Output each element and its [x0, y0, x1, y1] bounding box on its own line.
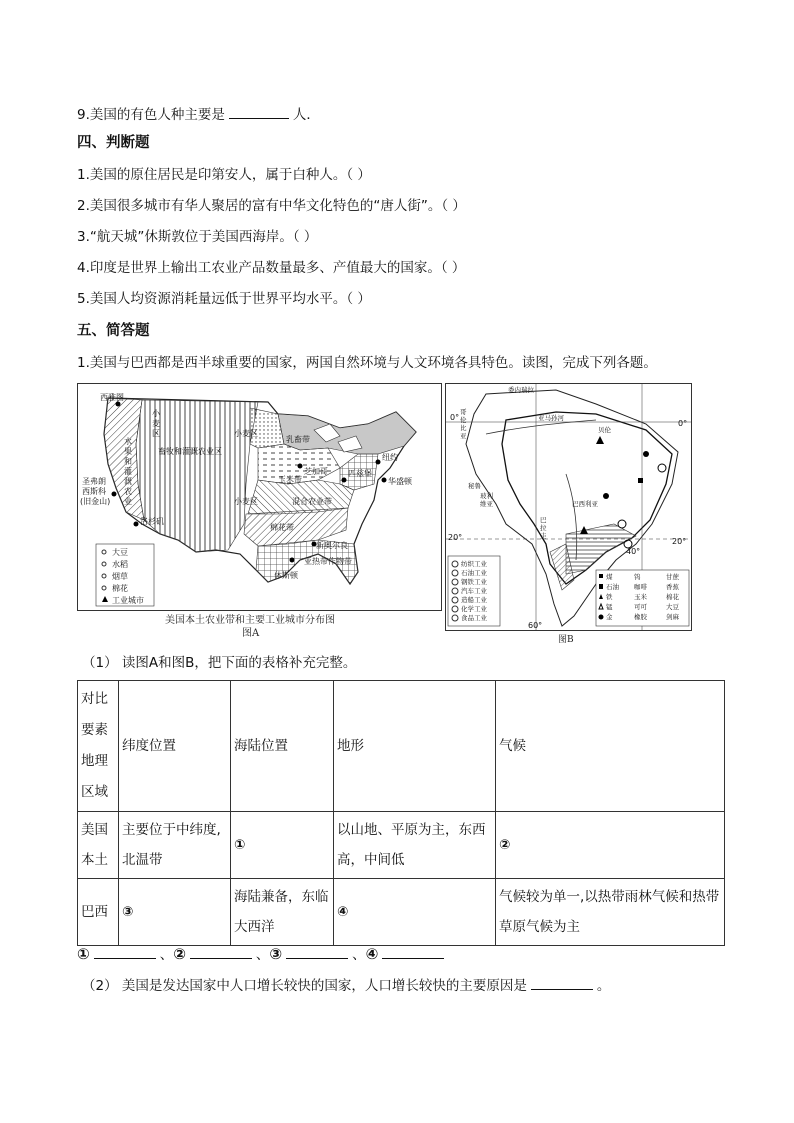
- table-row: [78, 879, 725, 946]
- label-pittsburgh: 匹兹堡: [348, 469, 372, 478]
- label-seattle: 西雅图: [100, 393, 124, 402]
- label-dairy: 乳畜带: [286, 435, 310, 444]
- section-4-title: 四、判断题: [77, 135, 150, 151]
- label-chicago: 芝加哥: [304, 467, 328, 476]
- svg-text:圭: 圭: [540, 532, 547, 540]
- region-brazil: 巴西: [78, 879, 119, 946]
- answer-blanks: ① 、② 、③ 、④: [77, 944, 448, 964]
- svg-text:煤: 煤: [606, 573, 613, 581]
- svg-text:纺织工业: 纺织工业: [461, 560, 487, 568]
- label-new-york: 纽约: [382, 453, 398, 462]
- map-a-caption: 美国本土农业带和主要工业城市分布图: [165, 615, 335, 626]
- label-cotton: 棉花带: [270, 523, 294, 532]
- label-washington: 华盛顿: [388, 477, 412, 486]
- judge-item-3: 3.“航天城”休斯敦位于美国西海岸。（ ）: [77, 229, 318, 245]
- answer-blank[interactable]: [229, 104, 289, 119]
- q9-suffix: 人．: [292, 107, 320, 123]
- svg-text:烟草: 烟草: [112, 572, 128, 581]
- svg-text:和: 和: [124, 457, 132, 466]
- brazil-map-graphic: [446, 384, 691, 630]
- table-cell: 主要位于中纬度,北温带: [119, 812, 231, 879]
- svg-text:金: 金: [606, 613, 613, 621]
- label-corn: 玉米带: [278, 475, 302, 484]
- label-amazon: 亚马孙河: [538, 414, 564, 422]
- svg-text:委内瑞拉: 委内瑞拉: [508, 386, 534, 394]
- svg-text:石油: 石油: [606, 583, 619, 591]
- label-houston: 休斯顿: [274, 571, 298, 580]
- svg-text:亚: 亚: [460, 432, 467, 440]
- label-mixed: 混合农业带: [292, 497, 332, 506]
- label-brasilia: 巴西利亚: [572, 500, 598, 508]
- svg-text:麦: 麦: [152, 419, 160, 428]
- svg-text:棉花: 棉花: [666, 593, 679, 601]
- q9-text: 9.美国的有色人种主要是: [77, 107, 225, 123]
- answer-blank-2[interactable]: [190, 944, 252, 959]
- section-5-title: 五、简答题: [77, 323, 150, 339]
- svg-text:果: 果: [124, 447, 132, 456]
- label-los-angeles: 洛杉矶: [140, 517, 164, 526]
- svg-text:香蕉: 香蕉: [666, 583, 679, 591]
- map-b-label: 图B: [558, 635, 574, 645]
- svg-text:区: 区: [152, 429, 160, 438]
- svg-text:西斯科: 西斯科: [82, 487, 106, 496]
- svg-text:水稻: 水稻: [112, 560, 128, 569]
- label-new-orleans: 新奥尔良: [316, 541, 348, 550]
- svg-text:巴: 巴: [540, 516, 547, 524]
- answer-cell-1[interactable]: ①: [231, 812, 334, 879]
- svg-text:农: 农: [124, 487, 132, 496]
- answer-cell-4[interactable]: ④: [334, 879, 496, 946]
- judge-item-2: 2.美国很多城市有华人聚居的富有中华文化特色的“唐人街”。（ ）: [77, 198, 466, 214]
- svg-text:玻利: 玻利: [480, 492, 493, 500]
- svg-text:可可: 可可: [634, 603, 647, 611]
- svg-text:秘鲁: 秘鲁: [468, 482, 481, 490]
- svg-text:(旧金山): (旧金山): [80, 497, 111, 506]
- answer-blank-3[interactable]: [286, 944, 348, 959]
- svg-text:大豆: 大豆: [112, 548, 128, 557]
- svg-text:溉: 溉: [124, 477, 132, 486]
- svg-text:甘蔗: 甘蔗: [666, 573, 679, 581]
- svg-text:小麦区: 小麦区: [234, 497, 258, 506]
- header-latitude: 纬度位置: [119, 681, 231, 812]
- svg-text:大豆: 大豆: [666, 603, 679, 611]
- answer-cell-2[interactable]: ②: [496, 812, 725, 879]
- svg-text:钨: 钨: [634, 573, 641, 581]
- svg-text:小麦区: 小麦区: [234, 429, 258, 438]
- svg-text:棉花: 棉花: [112, 584, 128, 593]
- label-lon-40: 40°: [626, 547, 641, 556]
- usa-map-graphic: [78, 384, 441, 610]
- svg-text:小: 小: [152, 409, 160, 418]
- label-tropic-left: 20°: [448, 533, 463, 542]
- svg-text:水: 水: [124, 437, 132, 446]
- answer-blank-1[interactable]: [94, 944, 156, 959]
- svg-text:汽车工业: 汽车工业: [461, 587, 487, 595]
- svg-text:橡胶: 橡胶: [634, 613, 647, 621]
- table-header-row: [78, 681, 725, 812]
- svg-text:铁: 铁: [606, 593, 613, 601]
- map-b-brazil: [445, 383, 692, 631]
- svg-text:工业城市: 工业城市: [112, 596, 144, 605]
- label-belem: 贝伦: [598, 426, 611, 434]
- svg-text:灌: 灌: [124, 467, 132, 476]
- label-equator-left: 0°: [450, 413, 460, 422]
- label-grazing: 畜牧和灌溉农业区: [158, 447, 222, 456]
- table-cell: 气候较为单一,以热带雨林气候和热带草原气候为主: [496, 879, 725, 946]
- header-terrain: 地形: [334, 681, 496, 812]
- sub-question-2: （2） 美国是发达国家中人口增长较快的国家，人口增长较快的主要原因是 。: [82, 975, 610, 995]
- label-tropic-right: 20°: [672, 537, 687, 546]
- svg-text:玉米: 玉米: [634, 593, 647, 601]
- header-climate: 气候: [496, 681, 725, 812]
- svg-text:拉: 拉: [540, 524, 547, 532]
- svg-text:锰: 锰: [606, 603, 613, 611]
- header-land-sea: 海陆位置: [231, 681, 334, 812]
- map-a-usa: [77, 383, 442, 611]
- svg-text:石油工业: 石油工业: [461, 569, 487, 577]
- comparison-table: [77, 680, 725, 946]
- question-9: [77, 104, 320, 124]
- corner-cell: 对比 要素 地理 区域: [78, 681, 119, 812]
- svg-text:咖啡: 咖啡: [634, 583, 647, 591]
- table-row: [78, 812, 725, 879]
- svg-text:比: 比: [460, 424, 467, 432]
- svg-text:维亚: 维亚: [480, 500, 493, 508]
- svg-text:业: 业: [124, 497, 132, 506]
- answer-blank-5[interactable]: [531, 975, 593, 990]
- label-equator-right: 0°: [678, 419, 688, 428]
- map-a-label: 图A: [242, 628, 260, 639]
- svg-text:剑麻: 剑麻: [666, 613, 679, 621]
- svg-text:化学工业: 化学工业: [461, 605, 487, 613]
- svg-text:钢铁工业: 钢铁工业: [461, 578, 487, 586]
- question-5-1-intro: 1.美国与巴西都是西半球重要的国家，两国自然环境与人文环境各具特色。读图，完成下列各题。: [77, 355, 657, 371]
- label-san-francisco: 圣弗朗: [82, 477, 106, 486]
- svg-text:哥: 哥: [460, 408, 467, 416]
- answer-cell-3[interactable]: ③: [119, 879, 231, 946]
- region-usa: 美国 本土: [78, 812, 119, 879]
- sub-question-1: （1） 读图A和图B，把下面的表格补充完整。: [82, 655, 357, 671]
- judge-item-1: 1.美国的原住居民是印第安人，属于白种人。（ ）: [77, 167, 371, 183]
- svg-text:伦: 伦: [460, 416, 467, 424]
- judge-item-5: 5.美国人均资源消耗量远低于世界平均水平。（ ）: [77, 291, 371, 307]
- svg-text:造船工业: 造船工业: [461, 596, 487, 604]
- answer-blank-4[interactable]: [382, 944, 444, 959]
- label-lon-60: 60°: [528, 621, 543, 630]
- table-cell: 海陆兼备，东临大西洋: [231, 879, 334, 946]
- judge-item-4: 4.印度是世界上输出工农业产品数量最多、产值最大的国家。（ ）: [77, 260, 466, 276]
- svg-text:食品工业: 食品工业: [461, 614, 487, 622]
- label-subtropical: 亚热带作物带: [304, 557, 352, 566]
- table-cell: 以山地、平原为主，东西高，中间低: [334, 812, 496, 879]
